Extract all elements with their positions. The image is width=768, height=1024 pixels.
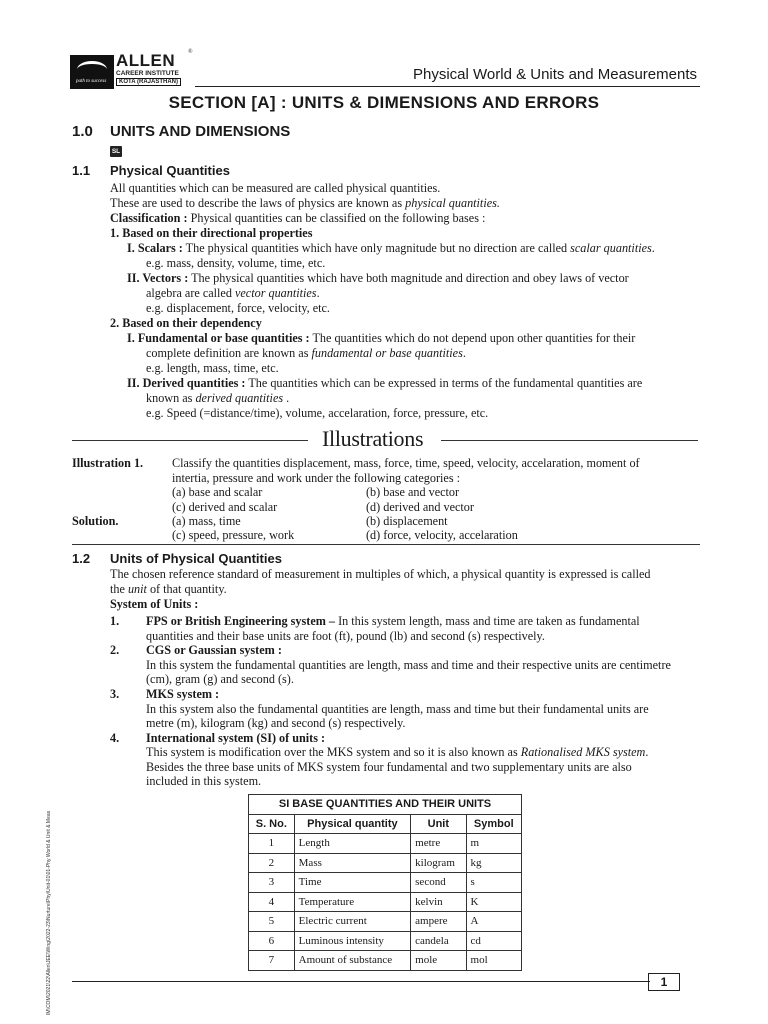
table-cell: cd xyxy=(466,931,521,951)
table-cell: Mass xyxy=(294,853,411,873)
table-row xyxy=(249,873,522,893)
table-cell: 7 xyxy=(249,951,295,971)
option-d: (d) derived and vector xyxy=(366,500,474,514)
illustrations-divider-left xyxy=(72,440,308,441)
illustration-1: Illustration 1. Classify the quantities displacement, mass, force, time, speed, velocity, accelaration, moment of intertia, pressure and work under the following categories : (a) base and scalar (b) base and vector (c) derived and scalar (d) derived and vector Solution. (a) mass, time (b) displacement (c) speed, pressure, work (d) force, velocity, accelaration xyxy=(72,456,640,542)
table-cell: 1 xyxy=(249,834,295,854)
units-intro: The chosen reference standard of measurement in multiples of which, a physical quantity is expressed is called the unit of that quantity. System of Units : xyxy=(110,567,651,611)
sl-badge: SL xyxy=(111,148,121,155)
table-cell: mole xyxy=(411,951,466,971)
solution-c: (c) speed, pressure, work xyxy=(172,528,295,542)
illustration-label: Illustration 1. xyxy=(72,456,144,470)
allen-logo xyxy=(70,51,194,89)
table-row xyxy=(249,912,522,932)
table-cell: kilogram xyxy=(411,853,466,873)
table-row xyxy=(249,892,522,912)
table-caption: SI BASE QUANTITIES AND THEIR UNITS xyxy=(249,795,522,815)
solution-label: Solution. xyxy=(72,514,119,528)
table-cell: ampere xyxy=(411,912,466,932)
table-cell: Electric current xyxy=(294,912,411,932)
table-cell: 2 xyxy=(249,853,295,873)
table-cell: Luminous intensity xyxy=(294,931,411,951)
table-cell: Length xyxy=(294,834,411,854)
option-b: (b) base and vector xyxy=(366,485,460,499)
heading-units-physical-quantities: Units of Physical Quantities xyxy=(110,551,282,566)
table-header-cell: S. No. xyxy=(249,814,295,834)
table-cell: 4 xyxy=(249,892,295,912)
table-cell: mol xyxy=(466,951,521,971)
table-cell: Time xyxy=(294,873,411,893)
table-header-cell: Unit xyxy=(411,814,466,834)
table-cell: candela xyxy=(411,931,466,951)
table-row xyxy=(249,951,522,971)
chapter-title: Physical World & Units and Measurements xyxy=(412,66,697,83)
heading-num-1-2: 1.2 xyxy=(72,551,91,566)
table-header-cell: Symbol xyxy=(466,814,521,834)
file-path-text: IM\COM\2021\22\Allen\JEE\Wing\2022-23\Nurture\Phy\Unit-01\01-Phy World & Unit & Meas xyxy=(46,810,52,1015)
illustrations-title: Illustrations xyxy=(322,426,424,451)
header-divider xyxy=(195,86,700,87)
table-cell: second xyxy=(411,873,466,893)
logo-subtitle: CAREER INSTITUTE xyxy=(116,70,179,77)
solution-a: (a) mass, time xyxy=(172,514,241,528)
heading-units-dimensions: UNITS AND DIMENSIONS xyxy=(110,123,291,140)
table-cell: kg xyxy=(466,853,521,873)
logo-location: KOTA (RAJASTHAN) xyxy=(116,78,181,86)
heading-num-1-0: 1.0 xyxy=(72,123,93,140)
table-row xyxy=(249,834,522,854)
table-cell: s xyxy=(466,873,521,893)
solution-d: (d) force, velocity, accelaration xyxy=(366,528,518,542)
table-header-row xyxy=(249,814,522,834)
table-header-cell: Physical quantity xyxy=(294,814,411,834)
si-base-units-table xyxy=(248,794,522,971)
footer-divider xyxy=(72,981,650,982)
page-number: 1 xyxy=(648,973,680,991)
table-cell: 6 xyxy=(249,931,295,951)
table-row xyxy=(249,931,522,951)
section-title: SECTION [A] : UNITS & DIMENSIONS AND ERRORS xyxy=(168,93,600,112)
logo-brand: ALLEN xyxy=(116,51,176,70)
table-cell: K xyxy=(466,892,521,912)
option-a: (a) base and scalar xyxy=(172,485,263,499)
heading-num-1-1: 1.1 xyxy=(72,163,91,178)
table-cell: kelvin xyxy=(411,892,466,912)
physical-quantities-body: All quantities which can be measured are called physical quantities. These are used to describe the laws of physics are known as physical quantities. Classification : Physical quantities can be classified on the following bases : 1. Based on their directional properties I. Scalars : The physical quantities which have only magnitude but no direction are called scalar quantities. e.g. mass, density, volume, time, etc. II. Vectors : The physical quantities which have both magnitude and direction and obey laws of vector algebra are called vector quantities. e.g. displacement, force, velocity, etc. 2. Based on their dependency I. Fundamental or base quantities : The quantities which do not depend upon other quantities for their complete definition are known as fundamental or base quantities. e.g. length, mass, time, etc. II. Derived quantities : The quantities which can be expressed in terms of the fundamental quantities are known as derived quantities . e.g. Speed (=distance/time), volume, accelaration, force, pressure, etc. xyxy=(110,181,655,420)
table-cell: A xyxy=(466,912,521,932)
table-cell: metre xyxy=(411,834,466,854)
registered-icon: ® xyxy=(188,49,193,55)
table-cell: m xyxy=(466,834,521,854)
table-cell: 5 xyxy=(249,912,295,932)
systems-of-units-list: 1. FPS or British Engineering system – In this system length, mass and time are taken as fundamental quantities and their base units are foot (ft), pound (lb) and second (s) respectively. 2. CGS or Gaussian system : In this system the fundamental quantities are length, mass and time and their respective units are centimetre (cm), gram (g) and second (s). 3. MKS system : In this system also the fundamental quantities are length, mass and time but their fundamental units are metre (m), kilogram (kg) and second (s) respectively. 4. International system (SI) of units : This system is modification over the MKS system and so it is also known as Rationalised MKS system. Besides the three base units of MKS system four fundamental and two supplementary units are also included in this system. xyxy=(110,614,671,788)
table-row xyxy=(249,853,522,873)
illustration-bottom-divider xyxy=(72,544,700,545)
illustrations-divider-right xyxy=(441,440,698,441)
table-cell: 3 xyxy=(249,873,295,893)
table-cell: Temperature xyxy=(294,892,411,912)
solution-b: (b) displacement xyxy=(366,514,448,528)
logo-emblem-icon: path to success xyxy=(70,55,114,89)
table-cell: Amount of substance xyxy=(294,951,411,971)
option-c: (c) derived and scalar xyxy=(172,500,278,514)
heading-physical-quantities: Physical Quantities xyxy=(110,163,230,178)
